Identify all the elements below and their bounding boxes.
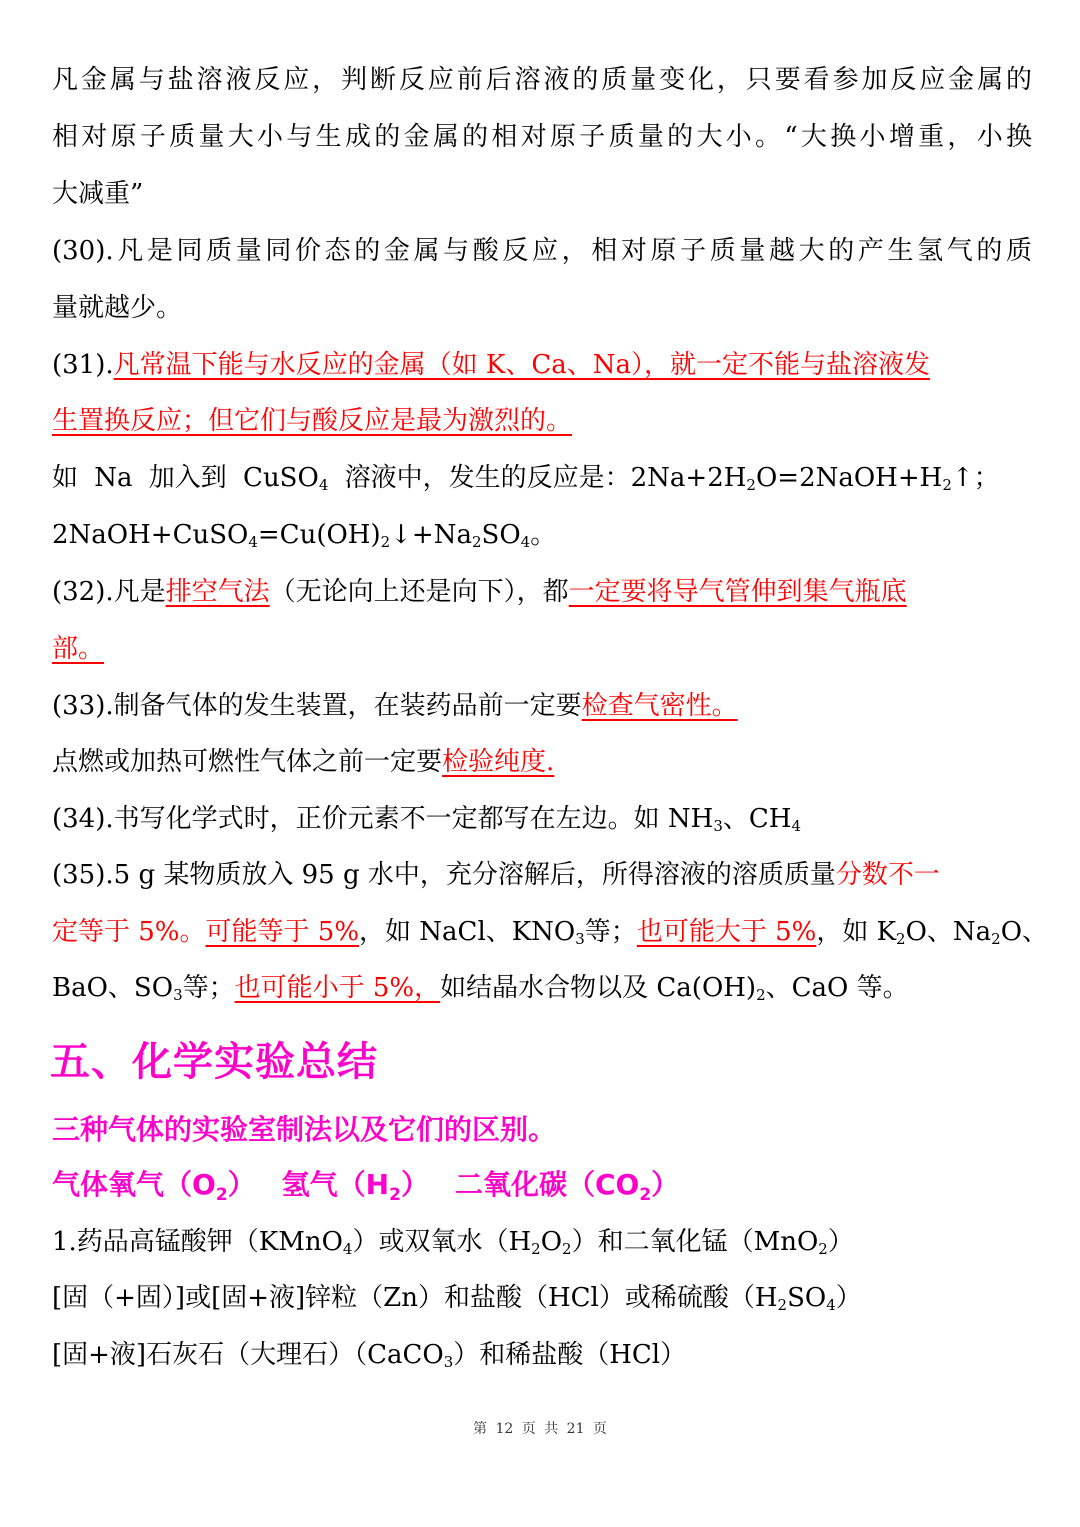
text-run: ）和二氧化锰（MnO	[571, 1227, 819, 1257]
item-number: (31).	[52, 350, 114, 380]
text-run: 等；	[584, 917, 637, 947]
text-run: ）	[651, 1168, 680, 1201]
emphasis-text: 部。	[52, 634, 105, 664]
text-run: ）	[827, 1227, 854, 1257]
text-run: 、CaO 等。	[765, 973, 909, 1003]
text-run: SO	[787, 1283, 827, 1313]
subscript: 2	[380, 533, 391, 551]
equation: SO	[481, 520, 521, 550]
subscript: 2	[896, 930, 906, 948]
emphasis-text: 分数不一	[835, 860, 940, 890]
text-run: ）或双氧水（H	[352, 1227, 532, 1257]
text-run: O	[540, 1227, 563, 1257]
text-line	[52, 912, 1049, 952]
text-line	[52, 855, 1032, 895]
text-run: 如结晶水合物以及 Ca(OH)	[440, 973, 757, 1003]
subscript: 2	[639, 1185, 652, 1205]
emphasis-text: 凡常温下能与水反应的金属（如 K、Ca、Na），就一定不能与盐溶液发	[113, 350, 930, 380]
subscript: 2	[562, 1240, 572, 1258]
subscript: 2	[746, 476, 756, 494]
text-run: 如 Na 加入到 CuSO	[52, 463, 319, 493]
text-run: 点燃或加热可燃性气体之前一定要	[52, 747, 443, 777]
text-run: O、	[1000, 917, 1049, 947]
equation: ↑；	[951, 463, 1000, 493]
equation: 2Na+2H	[630, 463, 747, 493]
text-line	[52, 401, 1032, 441]
page-footer: 第 12 页 共 21 页	[473, 1421, 607, 1437]
subscript: 2	[777, 1296, 788, 1314]
subscript: 2	[215, 1185, 228, 1205]
equation: =Cu(OH)	[257, 520, 381, 550]
text-line	[52, 572, 1032, 612]
subscript: 2	[942, 476, 952, 494]
gas-carbon-dioxide: 二氧化碳（CO	[454, 1168, 640, 1201]
subscript: 4	[826, 1296, 836, 1314]
emphasis-text: 定等于 5%。	[52, 917, 206, 947]
text-line	[52, 799, 1032, 839]
subscript: 2	[818, 1240, 828, 1258]
text-run: O、Na	[905, 917, 992, 947]
subscript: 2	[471, 533, 482, 551]
text-run: ）	[227, 1168, 256, 1201]
text-run: ，如 K	[816, 917, 897, 947]
text-line	[52, 458, 1032, 498]
subscript: 4	[791, 817, 801, 835]
subscript: 2	[531, 1240, 541, 1258]
text-line: 大减重”	[52, 179, 144, 209]
subscript: 3	[713, 817, 723, 835]
text-run: ）	[835, 1283, 862, 1313]
text-line: (30).凡是同质量同价态的金属与酸反应，相对原子质量越大的产生氢气的质	[52, 236, 1032, 266]
emphasis-text: 排空气法	[165, 577, 270, 607]
text-line	[52, 742, 1032, 782]
text-line: 量就越少。	[52, 293, 183, 323]
text-run: [固+液]石灰石（大理石）（CaCO	[52, 1340, 444, 1370]
text-line	[52, 686, 1032, 726]
subscript: 4	[342, 1240, 353, 1258]
text-run: ）和稀盐酸（HCl）	[453, 1340, 687, 1370]
text-line	[52, 345, 1032, 385]
subscript: 4	[520, 533, 531, 551]
text-run: ）	[400, 1168, 429, 1201]
text-run: 等；	[182, 973, 235, 1003]
text-run: 溶液中，发生的反应是：	[328, 463, 631, 493]
text-run: 1.药品高锰酸钾（KMnO	[52, 1227, 343, 1257]
subscript: 2	[756, 986, 766, 1004]
gas-oxygen: 气体氧气（O	[52, 1168, 216, 1201]
subscript: 4	[248, 533, 258, 551]
gas-hydrogen: 氢气（H	[281, 1168, 390, 1201]
subscript: 3	[575, 930, 585, 948]
text-line	[52, 629, 1032, 669]
text-run: 、CH	[722, 804, 792, 834]
text-run: [固（+固）]或[固+液]锌粒（Zn）和盐酸（HCl）或稀硫酸（H	[52, 1283, 778, 1313]
subscript: 4	[318, 476, 329, 494]
emphasis-text: 一定要将导气管伸到集气瓶底	[568, 577, 907, 607]
emphasis-text: 也可能大于 5%	[636, 917, 817, 947]
text-line: 凡金属与盐溶液反应，判断反应前后溶液的质量变化，只要看参加反应金属的	[52, 65, 1032, 95]
text-line: 相对原子质量大小与生成的金属的相对原子质量的大小。“大换小增重，小换	[52, 122, 1032, 152]
subtitle: 三种气体的实验室制法以及它们的区别。	[52, 1113, 557, 1146]
equation: ↓+Na	[390, 520, 472, 550]
gas-header	[52, 1163, 679, 1203]
equation: 2NaOH+CuSO	[52, 520, 249, 550]
emphasis-text: 也可能小于 5%，	[234, 973, 441, 1003]
text-run: （无论向上还是向下），都	[269, 577, 569, 607]
emphasis-text: 检验纯度.	[442, 747, 555, 777]
subscript: 2	[389, 1185, 401, 1205]
text-run: (33).制备气体的发生装置，在装药品前一定要	[52, 691, 582, 721]
subscript: 3	[173, 986, 183, 1004]
emphasis-text: 检查气密性。	[581, 691, 738, 721]
subscript: 2	[991, 930, 1001, 948]
subscript: 3	[443, 1353, 454, 1371]
text-run: (35).5 g 某物质放入 95 g 水中，充分溶解后，所得溶液的溶质质量	[52, 860, 836, 890]
emphasis-text: 可能等于 5%	[205, 917, 360, 947]
text-run: (34).书写化学式时，正价元素不一定都写在左边。如 NH	[52, 804, 714, 834]
section-title: 五、化学实验总结	[50, 1039, 378, 1085]
equation: O=2NaOH+H	[755, 463, 943, 493]
text-run: BaO、SO	[52, 973, 174, 1003]
text-line	[52, 968, 1032, 1008]
text-run: (32).凡是	[52, 577, 166, 607]
text-run: ，如 NaCl、KNO	[359, 917, 576, 947]
text-line	[52, 1222, 1032, 1262]
text-line	[52, 1278, 1032, 1318]
text-line	[52, 1335, 1032, 1375]
emphasis-text: 生置换反应；但它们与酸反应是最为激烈的。	[52, 406, 573, 436]
equation: 。	[530, 520, 557, 550]
text-line	[52, 515, 1032, 555]
